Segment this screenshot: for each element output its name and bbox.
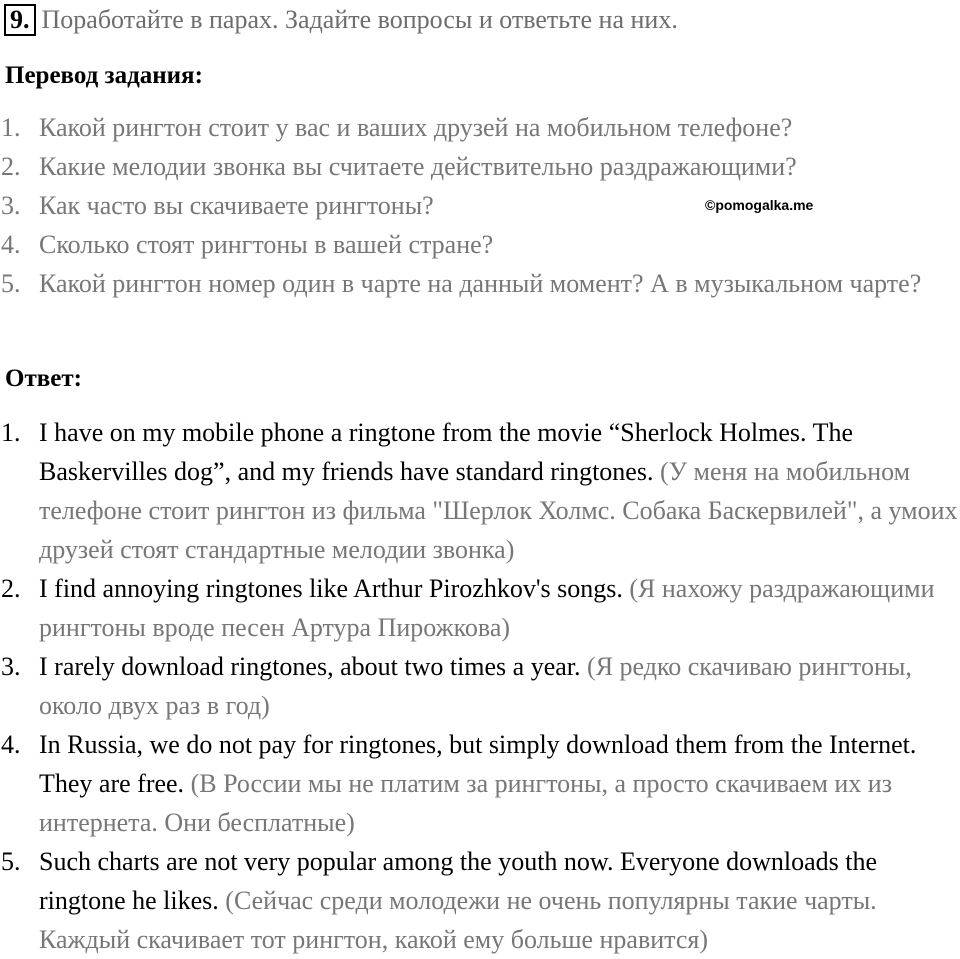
list-item bbox=[0, 147, 960, 186]
item-text: Какой рингтон стоит у вас и ваших друзей на мобильном телефоне? bbox=[39, 113, 793, 142]
task-number-box: 9. bbox=[4, 4, 36, 36]
answer-list bbox=[0, 413, 960, 959]
list-item bbox=[0, 264, 960, 303]
answer-english: In Russia, we do not pay for ringtones, but simply download them from the Internet. They are free. bbox=[39, 730, 917, 798]
task-header bbox=[4, 3, 678, 37]
item-number: 3. bbox=[1, 191, 21, 220]
item-number: 1. bbox=[1, 113, 21, 142]
answer-russian: (Я нахожу раздражающими рингтоны вроде песен Артура Пирожкова) bbox=[39, 574, 935, 642]
item-number: 3. bbox=[1, 652, 21, 681]
answer-russian: (Сейчас среди молодежи не очень популярны такие чарты. Каждый скачивает тот рингтон, какой ему больше нравится) bbox=[39, 886, 877, 954]
task-instruction: Поработайте в парах. Задайте вопросы и ответьте на них. bbox=[41, 5, 678, 34]
item-number: 1. bbox=[1, 418, 21, 447]
list-item bbox=[0, 725, 960, 842]
list-item bbox=[0, 108, 960, 147]
item-number: 2. bbox=[1, 574, 21, 603]
answer-english: I find annoying ringtones like Arthur Pirozhkov's songs. bbox=[39, 574, 623, 603]
list-item bbox=[0, 569, 960, 647]
answer-russian: (Я редко скачиваю рингтоны, около двух раз в год) bbox=[39, 652, 912, 720]
item-text: Какой рингтон номер один в чарте на данный момент? А в музыкальном чарте? bbox=[39, 269, 922, 298]
item-text: Сколько стоят рингтоны в вашей стране? bbox=[39, 230, 494, 259]
list-item bbox=[0, 225, 960, 264]
list-item bbox=[0, 842, 960, 959]
item-text: Какие мелодии звонка вы считаете действительно раздражающими? bbox=[39, 152, 797, 181]
item-number: 5. bbox=[1, 269, 21, 298]
answer-english: I have on my mobile phone a ringtone from the movie “Sherlock Holmes. The Baskervilles dog”, and my friends have standard ringtones. bbox=[39, 418, 853, 486]
item-number: 2. bbox=[1, 152, 21, 181]
answer-english: I rarely download ringtones, about two times a year. bbox=[39, 652, 581, 681]
list-item bbox=[0, 186, 960, 225]
item-text: Как часто вы скачиваете рингтоны? bbox=[39, 191, 434, 220]
answer-heading: Ответ: bbox=[5, 365, 82, 392]
item-number: 4. bbox=[1, 230, 21, 259]
item-number: 4. bbox=[1, 730, 21, 759]
list-item bbox=[0, 413, 960, 569]
watermark-text: ©pomogalka.me bbox=[705, 197, 814, 213]
answer-russian: (У меня на мобильном телефоне стоит рингтон из фильма "Шерлок Холмс. Собака Баскервилей", а умоих друзей стоят стандартные мелодии звонка) bbox=[39, 457, 958, 564]
translation-heading: Перевод задания: bbox=[5, 62, 203, 89]
answer-english: Such charts are not very popular among the youth now. Everyone downloads the ringtone he likes. bbox=[39, 847, 878, 915]
translation-list bbox=[0, 108, 960, 303]
list-item bbox=[0, 647, 960, 725]
answer-russian: (В России мы не платим за рингтоны, а просто скачиваем их из интернета. Они бесплатные) bbox=[39, 769, 892, 837]
item-number: 5. bbox=[1, 847, 21, 876]
